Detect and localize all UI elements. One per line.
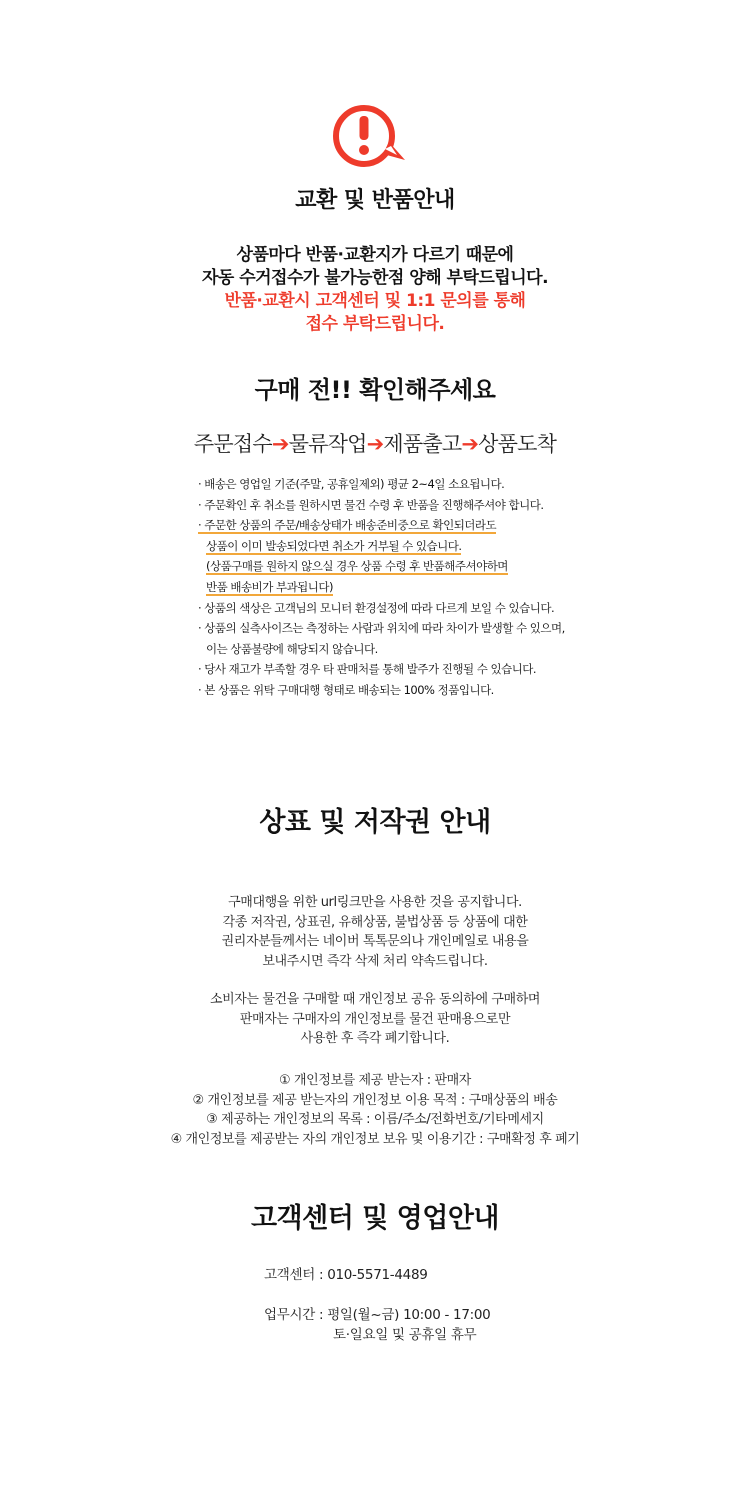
rule-item: · 배송은 영업일 기준(주말, 공휴일제외) 평균 2~4일 소요됩니다.	[198, 477, 505, 491]
rule-item: · 상품의 실측사이즈는 측정하는 사람과 위치에 따라 차이가 발생할 수 있으며,	[198, 621, 565, 636]
rule-item: · 주문확인 후 취소를 원하시면 물건 수령 후 반품을 진행해주셔야 합니다.	[198, 497, 544, 512]
paragraph-line: 구매대행을 위한 url링크만을 사용한 것을 공지합니다.	[228, 895, 522, 910]
paragraph-line: 권리자분들께서는 네이버 톡톡문의나 개인메일로 내용을	[221, 934, 529, 949]
purchase-rules-list	[198, 474, 738, 701]
highlighted-rule: (상품구매를 원하지 않으실 경우 상품 수령 후 반품해주셔야하며	[206, 559, 508, 574]
paragraph-line: 사용한 후 즉각 폐기합니다.	[300, 1031, 450, 1046]
process-step: 상품도착	[478, 432, 557, 456]
privacy-details-list	[0, 1071, 750, 1149]
paragraph-line: 각종 저작권, 상표권, 유해상품, 불법상품 등 상품에 대한	[222, 914, 528, 930]
paragraph-line: 소비자는 물건을 구매할 때 개인정보 공유 동의하에 구매하며	[209, 992, 541, 1007]
rule-item: · 당사 재고가 부족할 경우 타 판매처를 통해 발주가 진행될 수 있습니다.	[198, 662, 537, 677]
arrow-right-icon: ➔	[366, 432, 384, 456]
privacy-item: ① 개인정보를 제공 받는자 : 판매자	[279, 1073, 471, 1088]
rule-item	[198, 556, 738, 577]
privacy-notice	[0, 990, 750, 1049]
rule-item	[198, 577, 738, 598]
highlighted-rule: 상품이 이미 발송되었다면 취소가 거부될 수 있습니다.	[206, 538, 462, 553]
exchange-return-title: 교환 및 반품안내	[295, 188, 455, 213]
notice-red-line: 접수 부탁드립니다.	[305, 314, 445, 334]
pre-purchase-check-title: 구매 전!! 확인해주세요	[254, 376, 496, 404]
business-hours: 업무시간 : 평일(월~금) 10:00 - 17:00	[264, 1307, 491, 1323]
copyright-notice	[0, 893, 750, 971]
notice-red-line: 반품·교환시 고객센터 및 1:1 문의를 통해	[224, 291, 526, 311]
process-step: 물류작업	[288, 432, 367, 456]
highlighted-rule: 반품 배송비가 부과됩니다)	[206, 579, 333, 594]
privacy-item: ② 개인정보를 제공 받는자의 개인정보 이용 목적 : 구매상품의 배송	[192, 1092, 558, 1108]
rule-item: · 본 상품은 위탁 구매대행 형태로 배송되는 100% 정품입니다.	[198, 682, 494, 697]
rule-item: 이는 상품불량에 해당되지 않습니다.	[206, 641, 378, 656]
notice-line: 상품마다 반품·교환지가 다르기 때문에	[236, 245, 514, 265]
exclamation-speech-bubble-icon	[325, 102, 411, 170]
arrow-right-icon: ➔	[461, 432, 479, 456]
trademark-copyright-title: 상표 및 저작권 안내	[259, 807, 491, 838]
highlighted-rule: · 주문한 상품의 주문/배송상태가 배송준비중으로 확인되더라도	[198, 518, 497, 533]
privacy-item: ③ 제공하는 개인정보의 목록 : 이름/주소/전화번호/기타메세지	[206, 1112, 544, 1127]
notice-line: 자동 수거접수가 불가능한점 양해 부탁드립니다.	[201, 268, 549, 288]
order-process-flow	[0, 428, 750, 458]
exchange-notice	[0, 244, 750, 336]
customer-service-title: 고객센터 및 영업안내	[250, 1203, 500, 1234]
privacy-item: ④ 개인정보를 제공받는 자의 개인정보 보유 및 이용기간 : 구매확정 후 폐기	[170, 1131, 580, 1147]
process-step: 주문접수	[193, 432, 272, 456]
rule-item	[198, 515, 738, 536]
arrow-right-icon: ➔	[271, 432, 289, 456]
paragraph-line: 판매자는 구매자의 개인정보를 물건 판매용으로만	[239, 1011, 511, 1027]
rule-item	[198, 536, 738, 557]
customer-service-phone: 고객센터 : 010-5571-4489	[264, 1267, 428, 1283]
rule-item: · 상품의 색상은 고객님의 모니터 환경설정에 따라 다르게 보일 수 있습니다.	[198, 600, 555, 615]
paragraph-line: 보내주시면 즉각 삭제 처리 약속드립니다.	[262, 953, 488, 969]
holiday-notice: 토·일요일 및 공휴일 휴무	[333, 1327, 477, 1343]
process-step: 제품출고	[383, 432, 462, 456]
